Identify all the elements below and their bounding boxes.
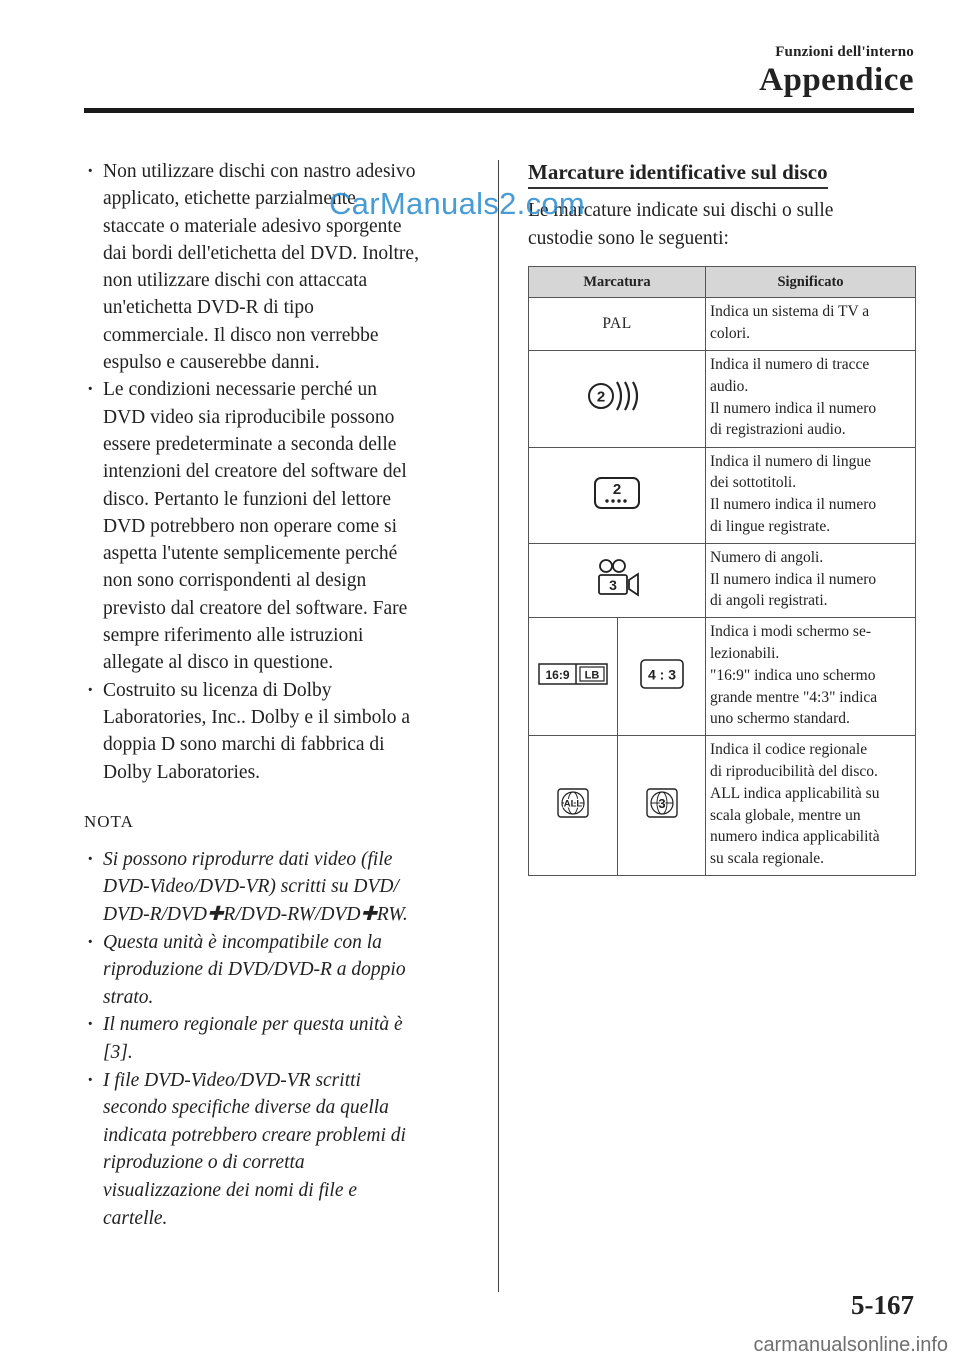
widescreen-label: 16:9 (545, 668, 570, 683)
camera-angles-icon (591, 558, 643, 598)
subtitles-description: Indica il numero di lingue dei sottotitoli. Il numero indica il numero di lingue registrate. (706, 447, 916, 543)
audio-tracks-number: 2 (596, 388, 606, 406)
footer-source: carmanualsonline.info (753, 1334, 948, 1356)
screen-description: Indica i modi schermo se- lezionabili. "16:9" indica uno schermo grande mentre "4:3" indica uno schermo standard. (706, 618, 916, 736)
standard-screen-label: 4 : 3 (647, 666, 676, 683)
header-rule (84, 108, 914, 113)
angles-description: Numero di angoli. Il numero indica il numero di angoli registrati. (706, 543, 916, 617)
right-column (528, 160, 914, 253)
table-row (529, 298, 916, 351)
table-row (529, 543, 916, 617)
pal-description: Indica un sistema di TV a colori. (706, 298, 916, 351)
note-item: · Il numero regionale per questa unità è [3]. (84, 1011, 484, 1066)
watermark-text: CarManuals2.com (329, 186, 586, 221)
note-list (84, 846, 484, 1232)
standard-screen-icon (640, 659, 684, 689)
audio-description: Indica il numero di tracce audio. Il numero indica il numero di registrazioni audio. (706, 350, 916, 447)
widescreen-letterbox-icon (538, 663, 608, 685)
region-all-globe-icon (557, 788, 589, 818)
bullet-item: · Le condizioni necessarie perché un DVD video sia riproducibile possono essere predeterminate a seconda delle intenzioni del creatore del software del disco. Pertanto le funzioni del lettore DVD potrebbero non operare come si aspetta l'utente semplicemente perché non sono corrispondenti al design previsto dal creatore del software. Fare sempre riferimento alle istruzioni allegate al disco in questione. (84, 376, 484, 676)
left-column (84, 158, 484, 1232)
angles-number: 3 (609, 576, 617, 593)
pal-mark: PAL (529, 298, 706, 351)
note-heading: NOTA (84, 811, 134, 831)
bullet-item: · Non utilizzare dischi con nastro adesivo applicato, etichette parzialmente staccate o materiale adesivo sporgente dai bordi dell'etichetta del DVD. Inoltre, non utilizzare dischi con attaccata un'etichetta DVD-R di tipo commerciale. Il disco non verrebbe espulso e causerebbe danni. (84, 158, 484, 376)
column-header-significato: Significato (706, 267, 916, 298)
note-item: · Questa unità è incompatibile con la riproduzione di DVD/DVD-R a doppio strato. (84, 929, 484, 1012)
chapter-title: Appendice (759, 62, 914, 98)
table-row (529, 618, 916, 736)
chapter-subtitle: Funzioni dell'interno (775, 44, 914, 60)
table-row (529, 350, 916, 447)
disc-markings-table (528, 266, 916, 876)
table-row (529, 736, 916, 876)
column-header-marcatura: Marcatura (529, 267, 706, 298)
column-divider (498, 160, 499, 1292)
subtitles-number: 2 (612, 480, 622, 498)
table-row (529, 447, 916, 543)
audio-tracks-icon (587, 378, 647, 414)
region-all-label: ALL (563, 798, 583, 810)
note-item: · Si possono riprodurre dati video (file DVD-Video/DVD-VR) scritti su DVD/ DVD-R/DVD✚R/DVD-RW/DVD✚RW. (84, 846, 484, 929)
section-intro: Le marcature indicate sui dischi o sulle custodie sono le seguenti: (528, 200, 834, 249)
bullet-item: · Costruito su licenza di Dolby Laboratories, Inc.. Dolby e il simbolo a doppia D sono marchi di fabbrica di Dolby Laboratories. (84, 677, 484, 786)
region-code-globe-icon (646, 788, 678, 818)
section-title: Marcature identificative sul disco (528, 160, 828, 189)
region-description: Indica il codice regionale di riproducibilità del disco. ALL indica applicabilità su scala globale, mentre un numero indica applicabilità su scala regionale. (706, 736, 916, 876)
note-item: · I file DVD-Video/DVD-VR scritti secondo specifiche diverse da quella indicata potrebbero creare problemi di riproduzione o di corretta visualizzazione dei nomi di file e cartelle. (84, 1067, 484, 1233)
region-number-label: 3 (657, 796, 666, 812)
page-number: 5-167 (851, 1290, 914, 1320)
subtitles-icon (593, 476, 641, 510)
letterbox-label: LB (584, 669, 600, 682)
